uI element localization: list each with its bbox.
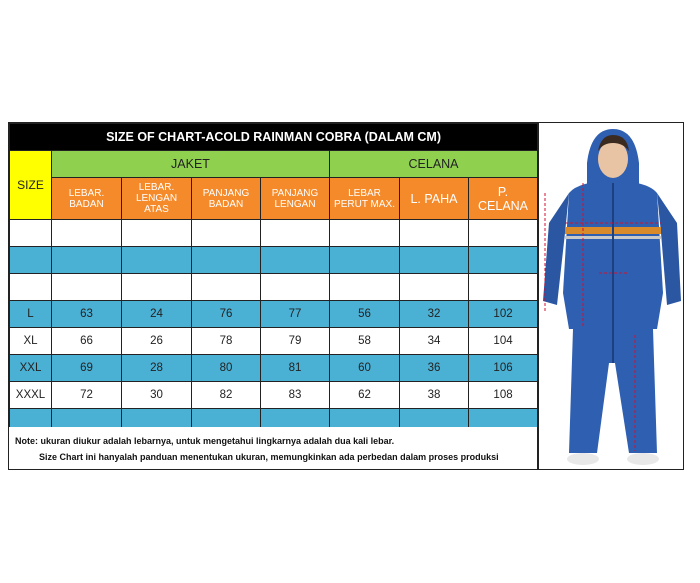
value-cell: 102 <box>469 301 538 328</box>
col-panjang-lengan-line2: LENGAN <box>274 198 316 210</box>
value-cell <box>122 220 192 247</box>
table-row <box>10 382 538 409</box>
value-cell: 63 <box>52 301 122 328</box>
col-p-celana-line1: P. <box>497 184 509 199</box>
value-cell: 56 <box>330 301 400 328</box>
table-row <box>10 220 538 247</box>
value-cell: 80 <box>192 355 261 382</box>
value-cell: 38 <box>400 382 469 409</box>
raincoat-model-icon <box>539 123 684 470</box>
value-cell: 26 <box>122 328 192 355</box>
value-cell <box>52 247 122 274</box>
value-cell: 58 <box>330 328 400 355</box>
size-cell <box>10 247 52 274</box>
value-cell: 24 <box>122 301 192 328</box>
size-header: SIZE <box>10 151 52 220</box>
col-lebar-lengan <box>122 178 192 220</box>
size-table <box>9 123 538 436</box>
value-cell: 82 <box>192 382 261 409</box>
col-lebar-badan-line2: BADAN <box>69 198 104 210</box>
value-cell <box>330 247 400 274</box>
value-cell <box>400 247 469 274</box>
value-cell: 77 <box>261 301 330 328</box>
value-cell: 34 <box>400 328 469 355</box>
value-cell: 69 <box>52 355 122 382</box>
col-panjang-lengan <box>261 178 330 220</box>
table-row <box>10 247 538 274</box>
value-cell <box>261 247 330 274</box>
value-cell <box>192 274 261 301</box>
col-l-paha: L. PAHA <box>400 178 469 220</box>
value-cell: 81 <box>261 355 330 382</box>
value-cell: 78 <box>192 328 261 355</box>
col-lebar-lengan-line2: LENGAN <box>135 193 178 204</box>
value-cell: 32 <box>400 301 469 328</box>
size-cell <box>10 274 52 301</box>
value-cell: 108 <box>469 382 538 409</box>
col-panjang-lengan-line1: PANJANG <box>271 187 319 199</box>
table-row <box>10 274 538 301</box>
col-panjang-badan <box>192 178 261 220</box>
value-cell <box>469 274 538 301</box>
col-lebar-badan <box>52 178 122 220</box>
table-row <box>10 355 538 382</box>
value-cell <box>261 220 330 247</box>
value-cell: 60 <box>330 355 400 382</box>
col-panjang-badan-line1: PANJANG <box>202 187 250 199</box>
col-lebar-perut <box>330 178 400 220</box>
col-lebar-lengan-line1: LEBAR. <box>138 182 175 193</box>
value-cell <box>400 220 469 247</box>
value-cell: 83 <box>261 382 330 409</box>
size-cell: XXL <box>10 355 52 382</box>
size-cell <box>10 220 52 247</box>
table-body <box>10 220 538 436</box>
value-cell <box>52 274 122 301</box>
col-lebar-perut-line2: PERUT MAX. <box>334 198 395 210</box>
col-p-celana-line2: CELANA <box>478 198 529 213</box>
value-cell <box>192 220 261 247</box>
value-cell: 30 <box>122 382 192 409</box>
value-cell: 106 <box>469 355 538 382</box>
value-cell: 76 <box>192 301 261 328</box>
col-lebar-badan-line1: LEBAR. <box>68 187 105 199</box>
group-celana: CELANA <box>330 151 538 178</box>
value-cell: 72 <box>52 382 122 409</box>
col-lebar-lengan-line3: ATAS <box>144 204 169 215</box>
size-cell: XL <box>10 328 52 355</box>
table-row <box>10 301 538 328</box>
value-cell <box>122 274 192 301</box>
notes-area <box>9 427 537 469</box>
value-cell: 28 <box>122 355 192 382</box>
value-cell <box>469 220 538 247</box>
table-row <box>10 328 538 355</box>
chart-title: SIZE OF CHART-ACOLD RAINMAN COBRA (DALAM CM) <box>10 124 538 151</box>
value-cell: 79 <box>261 328 330 355</box>
size-chart <box>8 122 538 470</box>
value-cell <box>469 247 538 274</box>
value-cell <box>52 220 122 247</box>
col-panjang-badan-line2: BADAN <box>208 198 244 210</box>
size-cell: XXXL <box>10 382 52 409</box>
raincoat-model-image <box>538 122 684 470</box>
value-cell: 62 <box>330 382 400 409</box>
value-cell <box>330 274 400 301</box>
group-jaket: JAKET <box>52 151 330 178</box>
note-1: Note: ukuran diukur adalah lebarnya, untuk mengetahui lingkarnya adalah dua kali lebar. <box>15 436 395 446</box>
value-cell: 104 <box>469 328 538 355</box>
col-lebar-perut-line1: LEBAR <box>348 187 381 199</box>
value-cell <box>122 247 192 274</box>
value-cell <box>192 247 261 274</box>
col-p-celana <box>469 178 538 220</box>
value-cell <box>261 274 330 301</box>
value-cell: 36 <box>400 355 469 382</box>
value-cell <box>330 220 400 247</box>
size-cell: L <box>10 301 52 328</box>
value-cell: 66 <box>52 328 122 355</box>
value-cell <box>400 274 469 301</box>
note-2: Size Chart ini hanyalah panduan menentukan ukuran, memungkinkan ada perbedan dalam proses produksi <box>39 452 499 462</box>
